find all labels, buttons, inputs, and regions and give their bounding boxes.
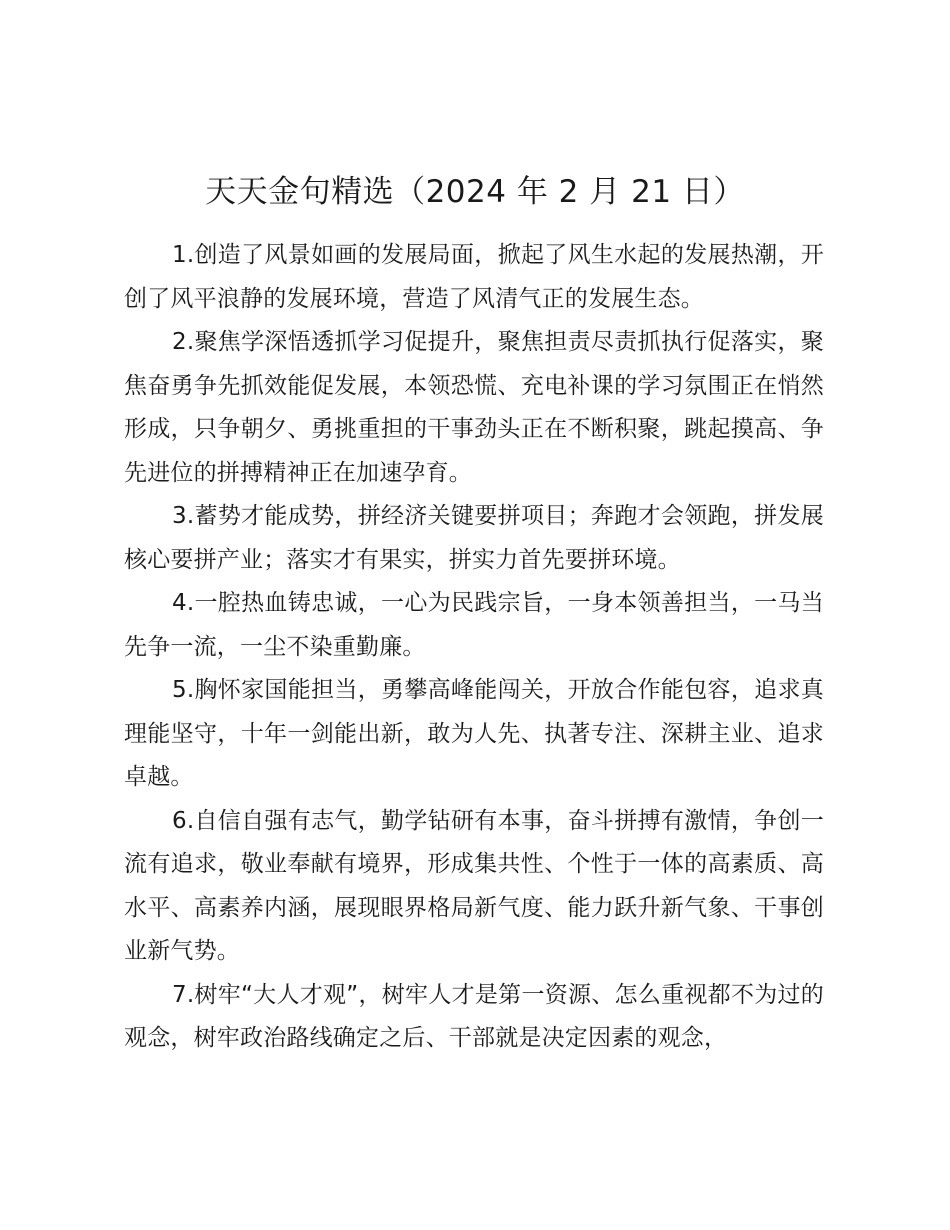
- paragraph-6: 6.自信自强有志气，勤学钻研有本事，奋斗拼搏有激情，争创一流有追求，敬业奉献有境界，形成集共性、个性于一体的高素质、高水平、高素养内涵，展现眼界格局新气度、能力跃升新气象、干事创业新气势。: [124, 807, 824, 964]
- paragraph-3: 3.蓄势才能成势，拼经济关键要拼项目；奔跑才会领跑，拼发展核心要拼产业；落实才有果实，拼实力首先要拼环境。: [124, 503, 824, 573]
- paragraph-4: 4.一腔热血铸忠诚，一心为民践宗旨，一身本领善担当，一马当先争一流，一尘不染重勤廉。: [124, 590, 824, 660]
- paragraph-5: 5.胸怀家国能担当，勇攀高峰能闯关，开放合作能包容，追求真理能坚守，十年一剑能出新，敢为人先、执著专注、深耕主业、追求卓越。: [124, 677, 824, 790]
- paragraph-7: 7.树牢“大人才观”，树牢人才是第一资源、怎么重视都不为过的观念，树牢政治路线确定之后、干部就是决定因素的观念，: [124, 981, 824, 1051]
- paragraph-2: 2.聚焦学深悟透抓学习促提升，聚焦担责尽责抓执行促落实，聚焦奋勇争先抓效能促发展，本领恐慌、充电补课的学习氛围正在悄然形成，只争朝夕、勇挑重担的干事劲头正在不断积聚，跳起摸高、争先进位的拼搏精神正在加速孕育。: [124, 329, 824, 486]
- paragraph-1: 1.创造了风景如画的发展局面，掀起了风生水起的发展热潮，开创了风平浪静的发展环境，营造了风清气正的发展生态。: [124, 242, 824, 312]
- document-body: [124, 234, 824, 1061]
- document-title: 天天金句精选（2024 年 2 月 21 日）: [205, 174, 745, 210]
